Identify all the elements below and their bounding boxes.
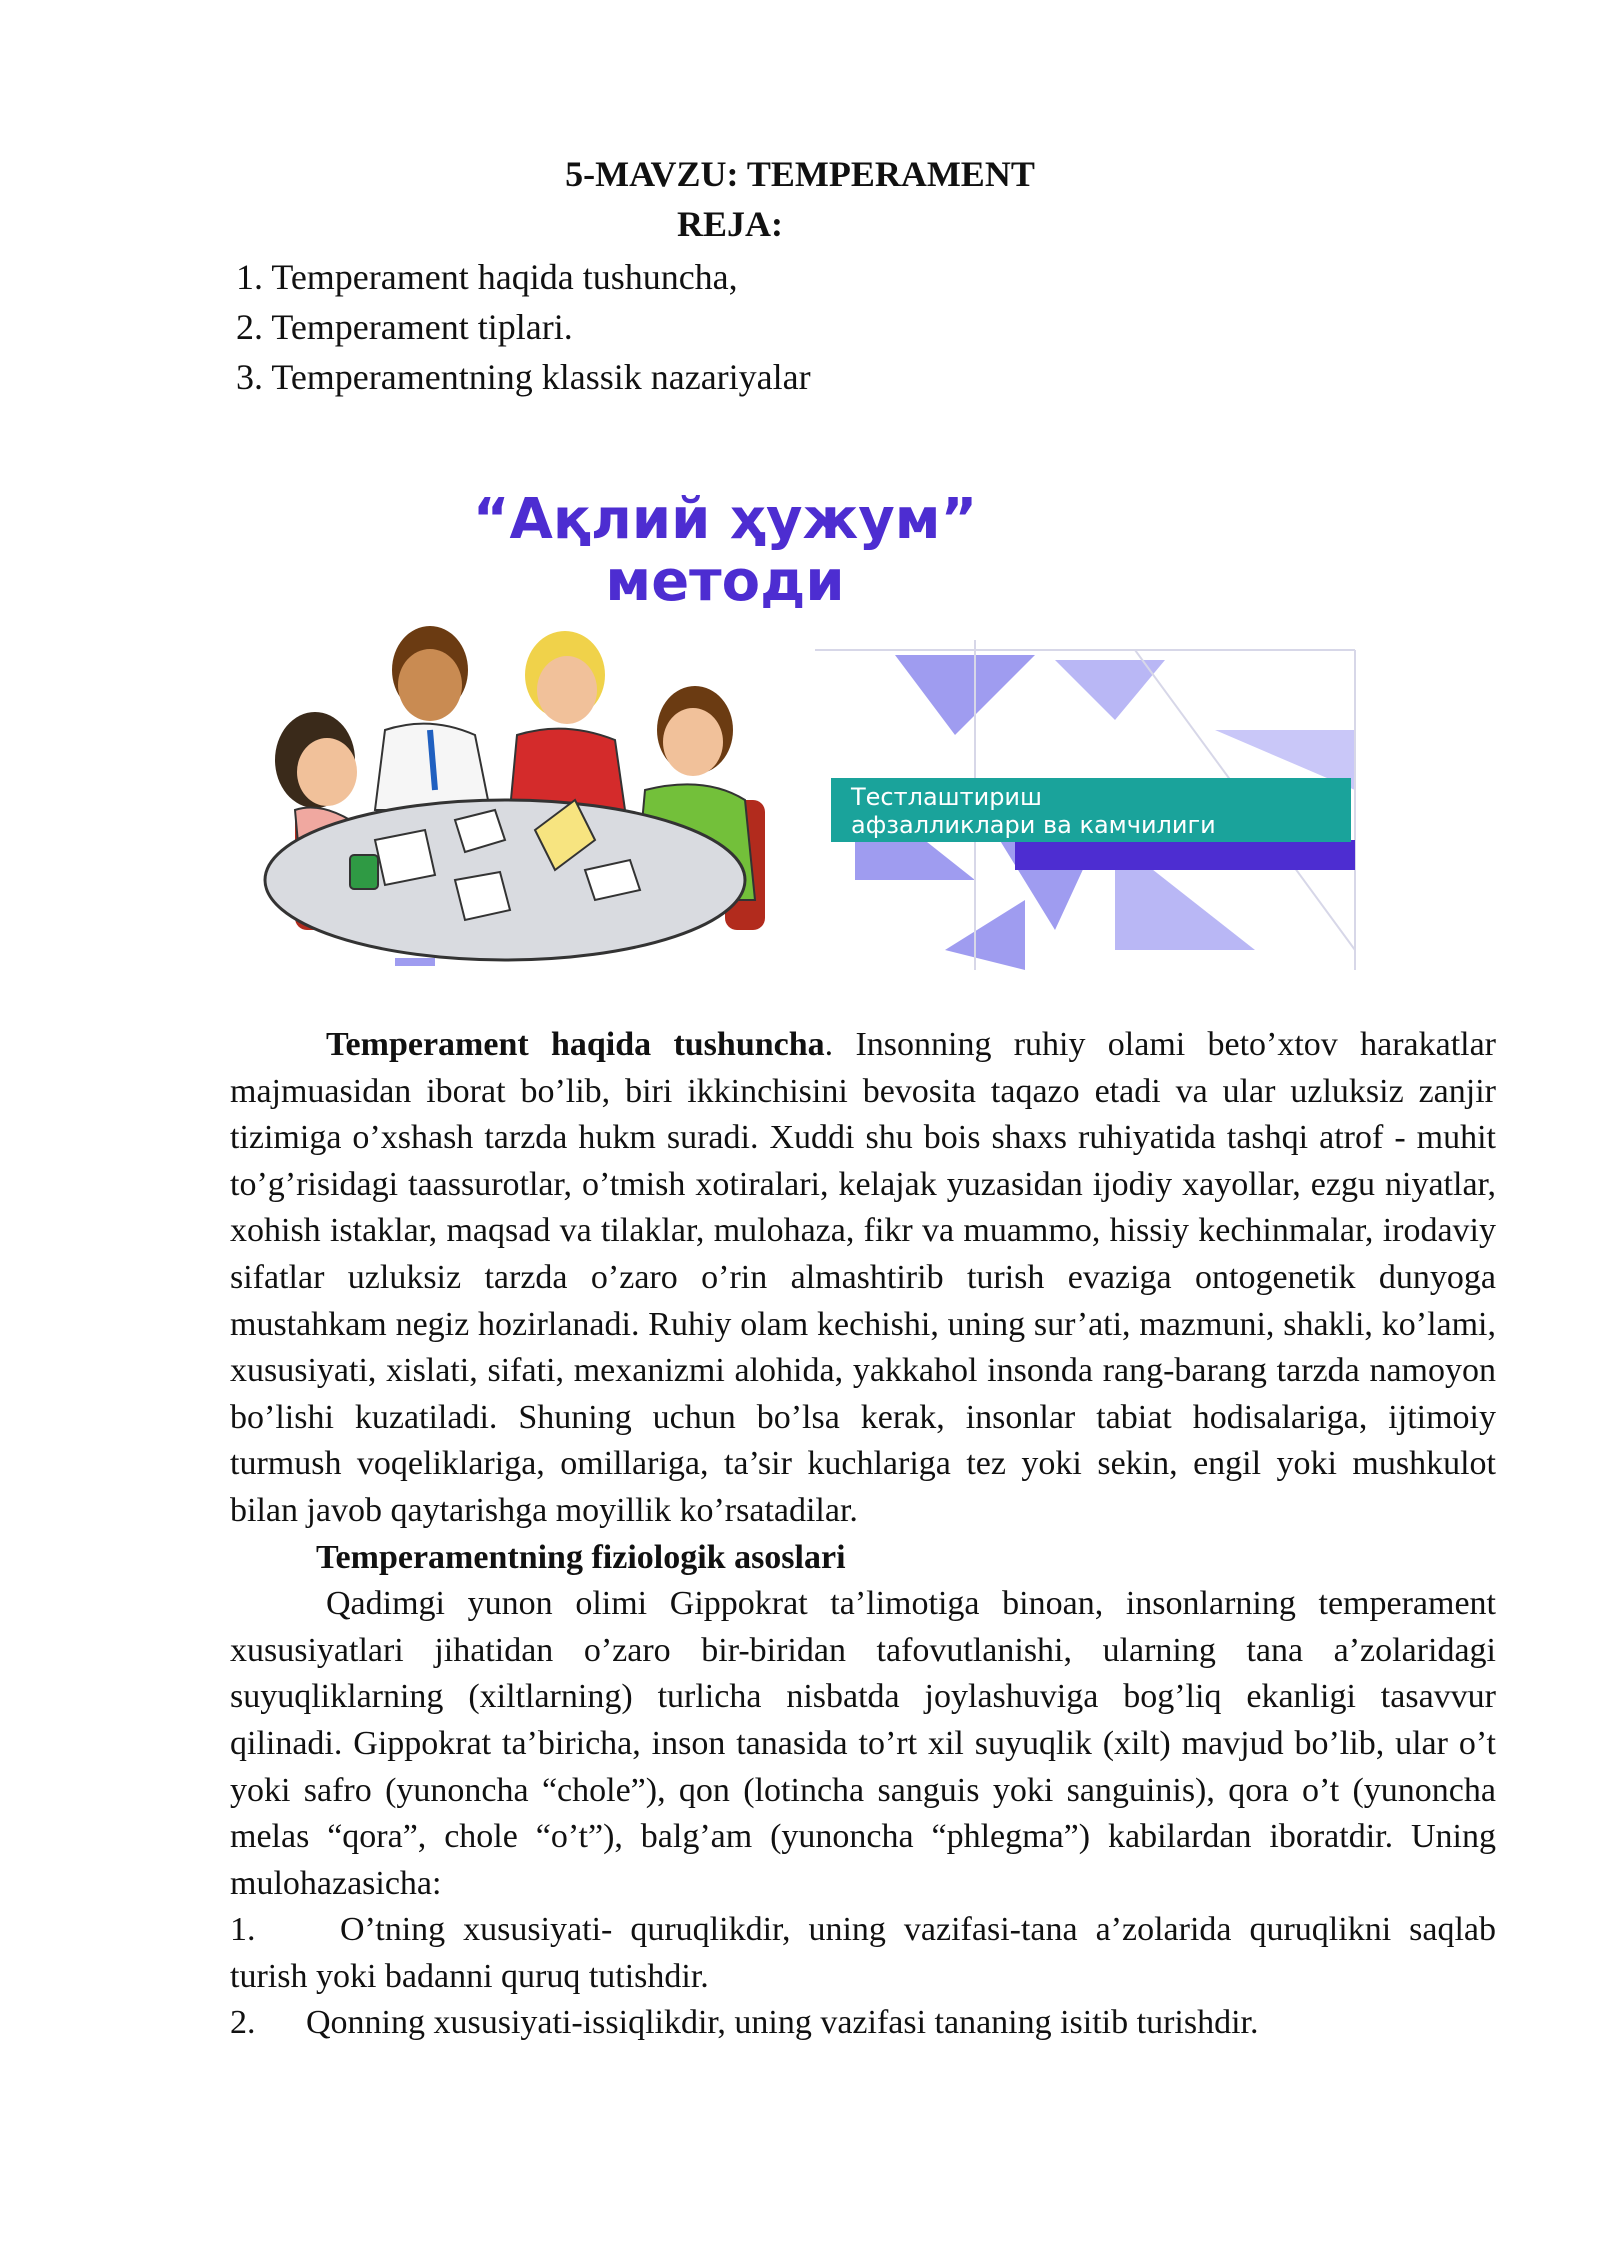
- banner-line2: афзалликлари ва камчилиги: [851, 811, 1216, 839]
- plan-item: 2. Temperament tiplari.: [236, 307, 573, 347]
- paragraph-lead: Temperament haqida tushuncha: [326, 1026, 825, 1063]
- paragraph-intro: [230, 1022, 1496, 1535]
- banner-line1: Тестлаштириш: [851, 783, 1042, 811]
- numbered-item: [230, 1907, 1496, 2000]
- item-number: 2.: [230, 2004, 256, 2042]
- plan-item: 3. Temperamentning klassik nazariyalar: [236, 357, 811, 397]
- brainstorm-illustration: [255, 480, 1365, 980]
- people-group: [265, 626, 765, 960]
- numbered-item: [230, 2000, 1496, 2047]
- page-title: 5-MAVZU: TEMPERAMENT: [565, 154, 1035, 194]
- paragraph-text: . Insonning ruhiy olami beto’xtov harakatlar majmuasidan iborat bo’lib, biri ikkinchisini bevosita taqazo etadi va ular uzluksiz zanjir tizimiga o’xshash tarzda hukm suradi. Xuddi shu bois shaxs ruhiyatida tashqi atrof - muhit to’g’risidagi taassurotlar, o’tmish xotiralari, kelajak yuzasidan ijodiy xayollar, ezgu niyatlar, xohish istaklar, maqsad va tilaklar, mulohaza, fikr va muammo, hissiy kechinmalar, irodaviy sifatlar uzluksiz tarzda o’zaro o’rin almashtirib turish evaziga ontogenetik dunyoga mustahkam negiz hozirlanadi. Ruhiy olam kechishi, uning sur’ati, mazmuni, shakli, ko’lami, xususiyati, xislati, sifati, mexanizmi alohida, yakkahol insonda rang-barang tarzda namoyon bo’lishi kuzatiladi. Shuning uchun bo’lsa kerak, insonlar tabiat hodisalariga, ijtimoiy turmush voqeliklariga, omillariga, ta’sir kuchlariga tez yoki sekin, engil yoki mushkulot bilan javob qaytarishga moyillik ko’rsatadilar.: [230, 1026, 1497, 1529]
- item-text: Qonning xususiyati-issiqlikdir, uning vazifasi tananing isitib turishdir.: [306, 2004, 1259, 2042]
- figure-caption-line2: методи: [605, 549, 845, 614]
- plan-heading: REJA:: [677, 204, 783, 244]
- item-text: O’tning xususiyati- quruqlikdir, uning vazifasi-tana a’zolarida quruqlikni saqlab turish yoki badanni quruq tutishdir.: [230, 1911, 1496, 1995]
- plan-list: [236, 252, 811, 402]
- plan-item: 1. Temperament haqida tushuncha,: [236, 257, 738, 297]
- paragraph-hippocrates: Qadimgi yunon olimi Gippokrat ta’limotiga binoan, insonlarning temperament xususiyatlari jihatidan o’zaro bir-biridan tafovutlanishi, ularning tana a’zolaridagi suyuqliklarning (xiltlarning) turlicha nisbatda joylashuviga bog’liq ekanligi tasavvur qilinadi. Gippokrat ta’biricha, inson tanasida to’rt xil suyuqlik (xilt) mavjud bo’lib, ular o’t yoki safro (yunoncha “chole”), qon (lotincha sanguis yoki sanguinis), qora o’t (yunoncha melas “qora”, chole “o’t”), balg’am (yunoncha “phlegma”) kabilardan iboratdir. Uning mulohazasicha:: [230, 1585, 1496, 1902]
- item-number: 1.: [230, 1911, 256, 1949]
- section-heading: Temperamentning fiziologik asoslari: [316, 1538, 846, 1576]
- document-body: [230, 1022, 1496, 2047]
- figure-caption-line1: “Ақлий ҳужум”: [472, 487, 978, 552]
